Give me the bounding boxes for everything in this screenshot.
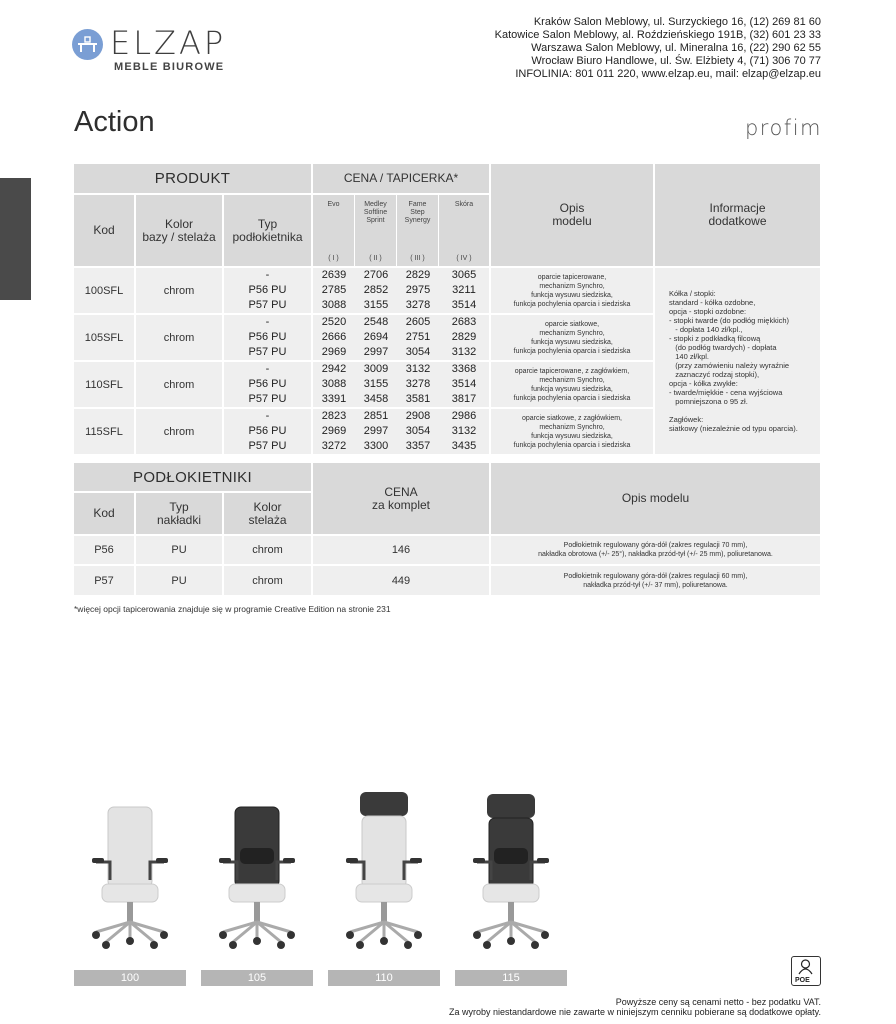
price-cell: 3357 xyxy=(397,439,439,454)
price-col-roman: ( III ) xyxy=(397,250,439,268)
elzap-logo[interactable] xyxy=(70,20,230,80)
address-line: Katowice Salon Meblowy, al. Roździeńskiego 191B, (32) 601 23 33 xyxy=(494,29,821,41)
armrest-type: P56 PU xyxy=(224,377,313,392)
address-line: Wrocław Biuro Handlowe, ul. Św. Elżbiety 4, (71) 306 70 77 xyxy=(531,55,821,67)
price-col-label: Synergy xyxy=(404,217,431,224)
price-cell: 2969 xyxy=(313,424,355,439)
description-line: mechanizm Synchro, xyxy=(539,423,605,431)
price-col-roman: ( II ) xyxy=(355,250,397,268)
armrest-cover: PU xyxy=(136,536,224,566)
contact-addresses xyxy=(495,16,821,81)
info-header xyxy=(655,164,820,268)
logo-desk-icon xyxy=(72,29,103,60)
chair-label: 110 xyxy=(328,970,440,986)
price-header-line: CENA xyxy=(384,484,418,499)
poe-certification-icon xyxy=(791,956,821,986)
armrest-cover: PU xyxy=(136,566,224,595)
chair-110-image xyxy=(328,790,440,965)
price-col-label: Medley xyxy=(364,201,387,208)
price-cell: 3065 xyxy=(439,268,491,283)
product-code: 105SFL xyxy=(74,315,136,362)
price-col-label: Sprint xyxy=(366,217,385,224)
price-cell: 2605 xyxy=(397,315,439,330)
disclaimer-line: Za wyroby niestandardowe nie zawarte w niniejszym cenniku pobierane są dodatkowe opłaty. xyxy=(448,1007,821,1017)
price-col-roman: ( IV ) xyxy=(439,250,491,268)
price-cell: 3211 xyxy=(439,283,491,298)
price-col-header xyxy=(439,195,491,250)
description-line: mechanizm Synchro, xyxy=(539,282,605,290)
armrest-frame-color: chrom xyxy=(224,566,313,595)
description-line: oparcie tapicerowane, z zagłówkiem, xyxy=(514,367,630,375)
armrest-type: P56 PU xyxy=(224,424,313,439)
armrest-type: P56 PU xyxy=(224,330,313,345)
armrest-type: - xyxy=(224,268,313,283)
price-cell: 2694 xyxy=(355,330,397,345)
price-cell: 2975 xyxy=(397,283,439,298)
model-description xyxy=(491,315,655,362)
armrests-title: PODŁOKIETNIKI xyxy=(74,463,313,493)
price-col-label: Fame xyxy=(408,201,427,208)
armrest-type: P57 PU xyxy=(224,345,313,362)
info-line: opcja - stopki ozdobne: xyxy=(669,307,747,316)
opis-header-line: Opis xyxy=(559,201,585,215)
description-line: funkcja wysuwu siedziska, xyxy=(531,432,613,440)
armrest-price-header xyxy=(313,463,491,536)
info-line: opcja - kółka zwykłe: xyxy=(669,379,738,388)
price-cell: 2829 xyxy=(397,268,439,283)
price-cell: 2986 xyxy=(439,409,491,424)
description-line: nakładka obrotowa (+/- 25°), nakładka przód-tył (+/- 25 mm), poliuretanowa. xyxy=(538,551,773,558)
info-header-line: dodatkowe xyxy=(708,214,767,228)
price-cell: 2683 xyxy=(439,315,491,330)
armrest-type: P57 PU xyxy=(224,298,313,315)
frame-color: chrom xyxy=(136,409,224,454)
info-line: zaznaczyć rodzaj stopki), xyxy=(669,370,760,379)
description-line: Podłokietnik regulowany góra-dół (zakres regulacji 60 mm), xyxy=(563,572,748,580)
info-line: Zagłówek: xyxy=(669,415,704,424)
cena-header: CENA / TAPICERKA* xyxy=(313,164,491,195)
price-cell: 3817 xyxy=(439,392,491,409)
price-cell: 2548 xyxy=(355,315,397,330)
info-line: siatkowy (niezależnie od typu oparcia). xyxy=(669,424,798,433)
price-col-header xyxy=(355,195,397,250)
price-cell: 2785 xyxy=(313,283,355,298)
price-cell: 2997 xyxy=(355,424,397,439)
page-title: Action xyxy=(74,106,155,138)
price-cell: 2942 xyxy=(313,362,355,377)
upholstery-footnote: *więcej opcji tapicerowania znajduje się w programie Creative Edition na stronie 231 xyxy=(74,604,391,614)
price-cell: 3458 xyxy=(355,392,397,409)
description-line: funkcja pochylenia oparcia i siedziska xyxy=(513,347,631,355)
chair-100-image xyxy=(74,790,186,965)
logo-subtitle: MEBLE BIUROWE xyxy=(114,61,225,73)
chair-label: 100 xyxy=(74,970,186,986)
info-line: - dopłata 140 zł/kpl., xyxy=(669,325,743,334)
price-cell: 3054 xyxy=(397,424,439,439)
armrest-price: 146 xyxy=(313,536,491,566)
product-code: 100SFL xyxy=(74,268,136,315)
price-col-header xyxy=(313,195,355,250)
price-cell: 2823 xyxy=(313,409,355,424)
table-row xyxy=(74,566,820,595)
logo-wordmark: ELZAP xyxy=(110,24,227,62)
description-line: Podłokietnik regulowany góra-dół (zakres regulacji 70 mm), xyxy=(563,542,748,549)
model-description xyxy=(491,409,655,454)
price-cell: 3300 xyxy=(355,439,397,454)
price-cell: 3088 xyxy=(313,298,355,315)
description-line: funkcja wysuwu siedziska, xyxy=(531,291,613,299)
price-col-label: Softline xyxy=(363,209,388,216)
armrest-code: P57 xyxy=(74,566,136,595)
armrest-typ-header xyxy=(136,493,224,536)
armrest-type: - xyxy=(224,315,313,330)
info-line: - stopki twarde (do podłóg miękkich) xyxy=(669,316,790,325)
opis-header xyxy=(491,164,655,268)
info-line: pomniejszona o 95 zł. xyxy=(669,397,748,406)
description-line: funkcja pochylenia oparcia i siedziska xyxy=(513,441,631,449)
armrest-kod-header: Kod xyxy=(74,493,136,536)
price-cell: 3514 xyxy=(439,377,491,392)
brand-logo: profim xyxy=(744,116,822,140)
price-disclaimer xyxy=(449,997,821,1017)
table-row xyxy=(74,536,820,566)
info-line: Kółka / stopki: xyxy=(669,289,716,298)
armrest-kolor-header xyxy=(224,493,313,536)
kolor-header-line: bazy / stelaża xyxy=(142,229,216,244)
price-cell: 3581 xyxy=(397,392,439,409)
price-cell: 3009 xyxy=(355,362,397,377)
info-line: (do podłóg twardych) - dopłata xyxy=(669,343,777,352)
price-cell: 3155 xyxy=(355,377,397,392)
price-cell: 2666 xyxy=(313,330,355,345)
description-line: mechanizm Synchro, xyxy=(539,329,605,337)
armrest-type: - xyxy=(224,409,313,424)
chair-label: 105 xyxy=(201,970,313,986)
price-col-label: Step xyxy=(410,209,425,216)
armrest-description xyxy=(491,566,820,595)
info-line: 140 zł/kpl. xyxy=(669,352,710,361)
typ-header xyxy=(224,195,313,268)
price-cell: 3514 xyxy=(439,298,491,315)
price-col-roman: ( I ) xyxy=(313,250,355,268)
description-line: oparcie tapicerowane, xyxy=(537,273,607,281)
price-col-header xyxy=(397,195,439,250)
price-cell: 3391 xyxy=(313,392,355,409)
address-line: Warszawa Salon Meblowy, ul. Mineralna 16, (22) 290 62 55 xyxy=(531,42,821,54)
kolor-header-line: Kolor xyxy=(253,499,282,514)
kolor-header xyxy=(136,195,224,268)
price-cell: 3054 xyxy=(397,345,439,362)
price-cell: 3088 xyxy=(313,377,355,392)
chair-115-image xyxy=(455,790,567,965)
additional-info xyxy=(655,268,820,454)
price-cell: 2969 xyxy=(313,345,355,362)
info-header-line: Informacje xyxy=(709,201,766,215)
price-cell: 2851 xyxy=(355,409,397,424)
side-tab-marker xyxy=(0,178,31,300)
address-line: INFOLINIA: 801 011 220, www.elzap.eu, mail: elzap@elzap.eu xyxy=(515,68,821,80)
price-cell: 3278 xyxy=(397,298,439,315)
price-cell: 2639 xyxy=(313,268,355,283)
disclaimer-line: Powyższe ceny są cenami netto - bez podatku VAT. xyxy=(615,997,821,1007)
description-line: oparcie siatkowe, z zagłówkiem, xyxy=(522,414,622,422)
frame-color: chrom xyxy=(136,362,224,409)
armrest-type: P57 PU xyxy=(224,439,313,454)
model-description xyxy=(491,362,655,409)
price-table xyxy=(74,164,820,454)
price-col-label: Evo xyxy=(327,201,340,208)
armrest-description xyxy=(491,536,820,566)
armrest-opis-header: Opis modelu xyxy=(491,463,820,536)
price-cell: 3132 xyxy=(439,424,491,439)
price-cell: 3278 xyxy=(397,377,439,392)
price-cell: 3272 xyxy=(313,439,355,454)
address-line: Kraków Salon Meblowy, ul. Surzyckiego 16, (12) 269 81 60 xyxy=(533,16,821,28)
description-line: funkcja pochylenia oparcia i siedziska xyxy=(513,394,631,402)
armrest-type: P57 PU xyxy=(224,392,313,409)
price-cell: 2829 xyxy=(439,330,491,345)
poe-label: POE xyxy=(795,977,810,984)
armrest-price: 449 xyxy=(313,566,491,595)
kod-header: Kod xyxy=(74,195,136,268)
info-line xyxy=(669,406,810,415)
armrest-type: P56 PU xyxy=(224,283,313,298)
armrests-table xyxy=(74,463,820,595)
typ-header-line: Typ xyxy=(257,216,278,231)
product-code: 110SFL xyxy=(74,362,136,409)
frame-color: chrom xyxy=(136,268,224,315)
price-cell: 2908 xyxy=(397,409,439,424)
price-cell: 3132 xyxy=(397,362,439,377)
typ-header-line: nakładki xyxy=(156,512,202,527)
info-line: standard - kółka ozdobne, xyxy=(669,298,756,307)
chair-105-image xyxy=(201,790,313,965)
info-line: (przy zamówieniu należy wyraźnie xyxy=(669,361,790,370)
price-cell: 2520 xyxy=(313,315,355,330)
description-line: mechanizm Synchro, xyxy=(539,376,605,384)
info-line: - twarde/miękkie - cena wyjściowa xyxy=(669,388,783,397)
price-cell: 3132 xyxy=(439,345,491,362)
price-header-line: za komplet xyxy=(371,497,431,512)
price-cell: 3368 xyxy=(439,362,491,377)
armrest-frame-color: chrom xyxy=(224,536,313,566)
price-cell: 2997 xyxy=(355,345,397,362)
info-line: - stopki z podkładką filcową xyxy=(669,334,761,343)
description-line: funkcja pochylenia oparcia i siedziska xyxy=(513,300,631,308)
product-code: 115SFL xyxy=(74,409,136,454)
kolor-header-line: stelaża xyxy=(248,512,287,527)
produkt-header: PRODUKT xyxy=(74,164,313,195)
price-cell: 2852 xyxy=(355,283,397,298)
armrest-type: - xyxy=(224,362,313,377)
price-cell: 2751 xyxy=(397,330,439,345)
table-row xyxy=(74,268,820,283)
description-line: funkcja wysuwu siedziska, xyxy=(531,385,613,393)
model-description xyxy=(491,268,655,315)
price-cell: 3435 xyxy=(439,439,491,454)
description-line: nakładka przód-tył (+/- 37 mm), poliuretanowa. xyxy=(583,581,728,589)
price-col-label: Skóra xyxy=(454,201,474,208)
description-line: oparcie siatkowe, xyxy=(544,320,600,328)
chair-label: 115 xyxy=(455,970,567,986)
frame-color: chrom xyxy=(136,315,224,362)
typ-header-line: Typ xyxy=(169,499,189,514)
price-cell: 3155 xyxy=(355,298,397,315)
kolor-header-line: Kolor xyxy=(164,216,193,231)
typ-header-line: podłokietnika xyxy=(232,229,303,244)
price-cell: 2706 xyxy=(355,268,397,283)
armrest-code: P56 xyxy=(74,536,136,566)
opis-header-line: modelu xyxy=(552,214,592,228)
description-line: funkcja wysuwu siedziska, xyxy=(531,338,613,346)
